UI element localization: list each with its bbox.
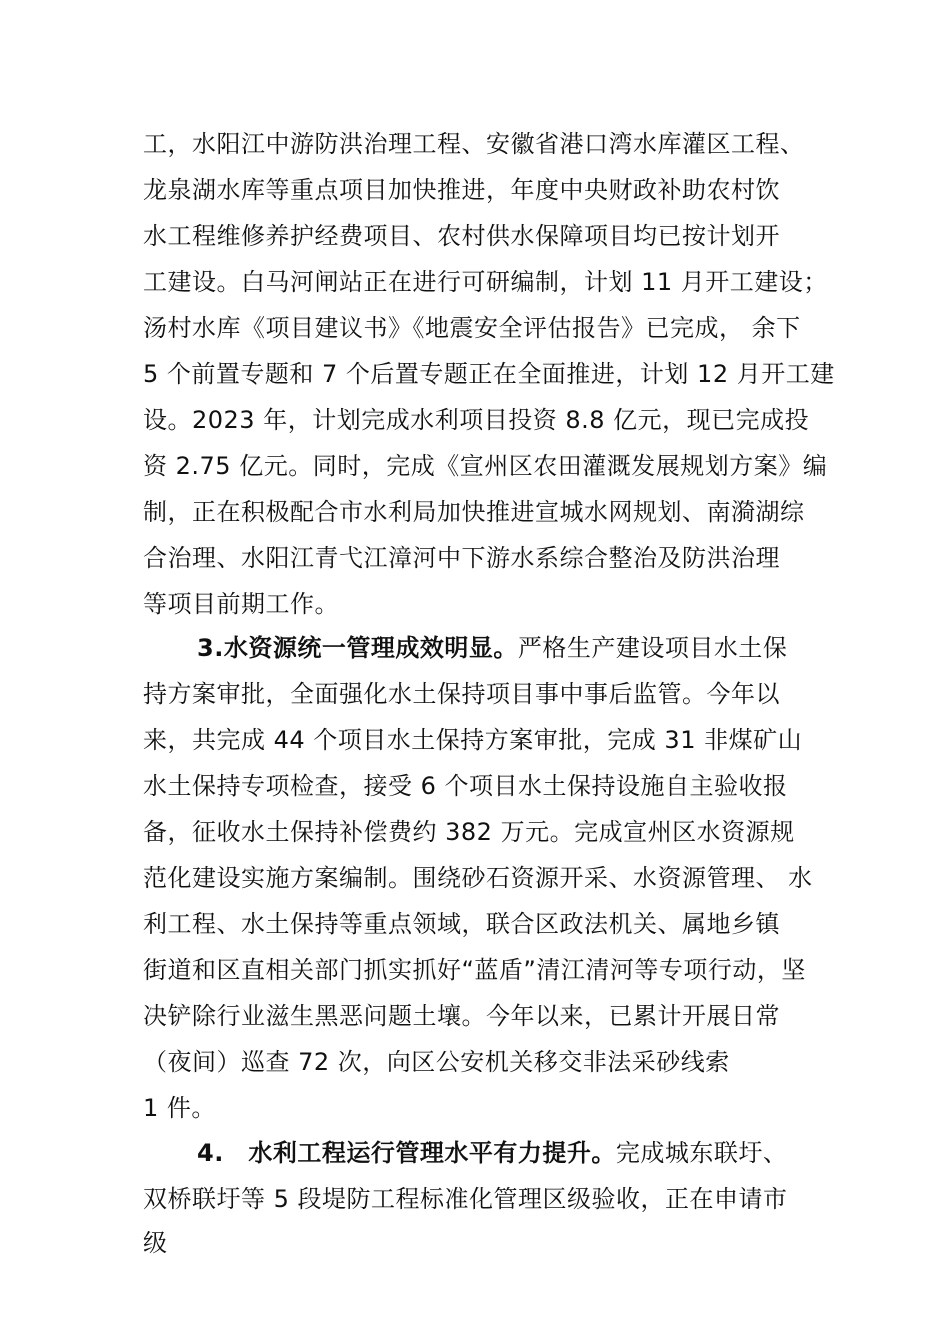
section-3-first-line-text: 严格生产建设项目水土保 [517, 634, 788, 662]
section-4-first-line-text: 完成城东联圩、 [615, 1139, 788, 1167]
paragraph-line: 1 件。 [143, 1094, 216, 1122]
paragraph-line: 范化建设实施方案编制。围绕砂石资源开采、水资源管理、 水 [143, 864, 813, 892]
paragraph-line: 街道和区直相关部门抓实抓好“蓝盾”清江清河等专项行动，坚 [143, 956, 806, 984]
paragraph-line: 水土保持专项检查，接受 6 个项目水土保持设施自主验收报 [143, 772, 788, 800]
paragraph-line: 龙泉湖水库等重点项目加快推进，年度中央财政补助农村饮 [143, 176, 780, 204]
paragraph-line: （夜间）巡查 72 次，向区公安机关移交非法采砂线索 [143, 1048, 730, 1076]
paragraph-line: 5 个前置专题和 7 个后置专题正在全面推进，计划 12 月开工建 [143, 360, 835, 388]
section-3-first-line [197, 632, 787, 664]
paragraph-line: 水工程维修养护经费项目、农村供水保障项目均已按计划开 [143, 222, 780, 250]
paragraph-line: 持方案审批，全面强化水土保持项目事中事后监管。今年以 [143, 680, 780, 708]
paragraph-line: 双桥联圩等 5 段堤防工程标准化管理区级验收，正在申请市 [143, 1185, 788, 1213]
paragraph-line: 合治理、水阳江青弋江漳河中下游水系综合整治及防洪治理 [143, 544, 780, 572]
paragraph-line: 级 [143, 1229, 168, 1257]
paragraph-line: 来，共完成 44 个项目水土保持方案审批，完成 31 非煤矿山 [143, 726, 803, 754]
section-4-first-line [197, 1137, 787, 1169]
paragraph-line: 工建设。白马河闸站正在进行可研编制，计划 11 月开工建设； [143, 268, 828, 296]
paragraph-line: 设。2023 年，计划完成水利项目投资 8.8 亿元，现已完成投 [143, 406, 810, 434]
paragraph-line: 备，征收水土保持补偿费约 382 万元。完成宣州区水资源规 [143, 818, 795, 846]
paragraph-line: 决铲除行业滋生黑恶问题土壤。今年以来，已累计开展日常 [143, 1002, 780, 1030]
paragraph-line: 制，正在积极配合市水利局加快推进宣城水网规划、南漪湖综 [143, 498, 805, 526]
paragraph-line: 汤村水库《项目建议书》《地震安全评估报告》已完成， 余下 [143, 314, 801, 342]
paragraph-line: 利工程、水土保持等重点领域，联合区政法机关、属地乡镇 [143, 910, 780, 938]
paragraph-line: 资 2.75 亿元。同时，完成《宣州区农田灌溉发展规划方案》编 [143, 452, 828, 480]
paragraph-line: 等项目前期工作。 [143, 590, 339, 618]
section-3-heading: 3.水资源统一管理成效明显。 [197, 634, 518, 662]
paragraph-line: 工，水阳江中游防洪治理工程、安徽省港口湾水库灌区工程、 [143, 130, 805, 158]
section-4-heading: 4. 水利工程运行管理水平有力提升。 [197, 1139, 616, 1167]
